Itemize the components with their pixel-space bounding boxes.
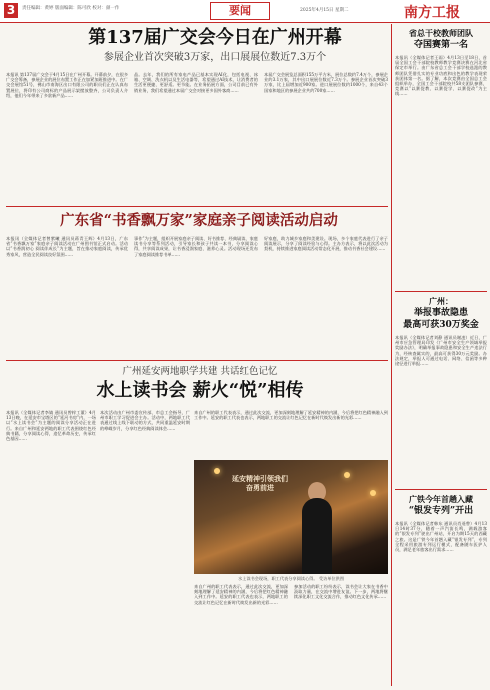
story2-body-col2: 事作”为主题，组织开展家庭亲子阅读、好书推荐、经典诵读、家庭读书分享等系列活动，引导家长和孩子共读一本书，分享阅读心得，共享阅读成果，让书香浸润家庭、滋养心灵。活动现场还发布了家庭阅读推荐书单……	[134, 236, 258, 257]
lamp-icon	[344, 472, 350, 478]
story3-body-col3: 来自广州的职工代表表示，通过此次交流，更加深刻地理解了延安精神的内涵，今后将把红色精神融入到工作中。延安的职工代表也表示，两地职工的交流让红色记忆在新时代焕发出新的光彩……	[194, 584, 288, 605]
section-label: 要闻	[210, 2, 270, 20]
story3-body-top: 来自广州的职工代表表示，通过此次交流，更加深刻地理解了延安精神的内涵，今后将把红色精神融入到工作中。延安的职工代表也表示，两地职工的交流让红色记忆在新时代焕发出新的光彩……	[194, 410, 388, 421]
lead-body-col2: 品。去年，我们的所有家电产品已基本实现AI化，包括电视、冰箱、空调、洗衣机以及生活电器等，希望通过AI技术，让消费者的生活更便捷、更舒适。更节能。在业务拓展方面，公司目前已有外销业务，我们希望通过本届广交会对接更多国外客商……	[134, 72, 258, 93]
photo-sign-text: 延安精神引领我们奋勇前进	[232, 474, 288, 492]
lamp-icon	[370, 490, 376, 496]
photo-caption: 水上读书会现场，职工代表分享阅读心得。 受访单位供图	[237, 576, 345, 581]
editor-credits: 责任编辑：黄婷 版面编辑：陈可欣 校对：颜一作	[22, 6, 120, 11]
lead-headline: 第137届广交会今日在广州开幕	[88, 27, 342, 48]
section-divider	[6, 206, 388, 207]
sidebar	[395, 24, 487, 686]
story3-body-col1: 本报讯（全媒体记者李婧 通讯员曾梓工董）4月13日晚，在延安市宝塔区的“延河书房”内，一场以“水上读书会”为主题的阅读分享活动正在进行。来自广州和延安两地的职工代表围绕红色经典书籍，分享阅读心得，追忆革命历史，传承红色基因……	[6, 410, 96, 442]
sidebar-story3-headline: “银发专列”开出	[408, 506, 474, 516]
sidebar-divider	[395, 489, 487, 490]
issue-date: 2025年4月15日 星期二	[300, 8, 349, 13]
sidebar-story3-kicker: 广铁今年首趟入藏	[409, 494, 473, 504]
section-divider	[6, 360, 388, 361]
page-number: 3	[4, 3, 18, 18]
lead-subheadline: 参展企业首次突破3万家，出口展展位数近7.3万个	[103, 52, 327, 63]
sidebar-divider	[395, 291, 487, 292]
sidebar-story1-headline: 夺国赛第一名	[413, 40, 468, 50]
newspaper-brand: 南方工报	[404, 5, 460, 21]
column-rule	[391, 24, 392, 686]
lead-body-col1: 本报讯 第137届广交会于4月15日在广州开幕。开幕前夕，在很多广交会筹备，参展企业的展位布置工作正在加紧加班推进中。在广交会展馆51号，佛山市南海区出口有限公司的职员们正在认真布置展位，将印有公司商标的产品展示架摆放整齐，公司负责人介绍，他们今年带来了多款新产品……	[6, 72, 128, 98]
story3-headline: 水上读书会 薪火“悦”相传	[96, 380, 304, 401]
story3-kicker: 广州延安两地职学共建 共话红色记忆	[122, 366, 278, 377]
sidebar-story2-headline: 举报事故隐患 最高可获30万奖金	[403, 308, 479, 330]
speaker-figure	[302, 498, 332, 574]
story2-headline: 广东省“书香飘万家”家庭亲子阅读活动启动	[60, 212, 338, 229]
sidebar-story3-body: 本报讯（全媒体记者韩东 通讯员肖遥曾）4月13日14时37分，随着一声汽笛长鸣，满载游客的“银发专列”驶出广州站，开启为期15天的西藏之旅。这是广铁今年首趟入藏“银发专列”，专列全程采用旅游专列运行模式，配备随车医护人员，满足老年旅客出行需求……	[395, 521, 487, 553]
page-header	[0, 0, 490, 23]
story2-body-col3: 好家庭，助力城乡家庭和美建设。现场，多个家庭代表进行了亲子阅读展示，分享了阅读经验与心得。主办方表示，将以此次活动为契机，持续推进家庭阅读活动常态化开展，推动书香社会建设……	[264, 236, 388, 252]
sidebar-story1-kicker: 省总干校教师团队	[409, 28, 473, 38]
sidebar-story1-body: 本报讯（全媒体记者王雨）4月13日至18日，首届全国工会干部院校教师教学竞赛决赛在河北省保定市举行。由广东省总工会干部学校选派的教师团队凭借扎实的专业功底和出色的教学表现荣获团体第一名。据了解，本次竞赛由全国总工会组织举办，全国工会干部院校共58支团队参赛，竞赛以“以赛促教、以赛促学、以赛促改”为主线……	[395, 55, 487, 97]
lead-body-col3: 本届广交会展览总面积155万平方米，展位总数约7.4万个，参展企业约3.1万家，其中出口展展位数近7.3万个。参展企业首次突破3万家，比上届增加近900家。进口展展位数约1000个，来自43个国家和地区的参展企业共约700家……	[264, 72, 388, 93]
sidebar-story2-kicker: 广州：	[429, 296, 453, 306]
story3-body-col2: 本次活动由广州市委宣传部、市总工会指导，广州市职工学习促进会主办。活动中，两地职工代表通过线上线下联动的方式，共同重温延安时期的峥嵘岁月，分享红色经典阅读体会……	[100, 410, 190, 431]
story2-body-col1: 本报讯（全媒体记者曾紫曦 通讯员蒋青王辉）4月13日，广东省“书香飘万家”家庭亲子阅读活动在广州图书馆正式启动。活动以“书香润初心 阅读伴成长”为主题，旨在推动家庭阅读，传承优秀家风，营造全民阅读良好氛围……	[6, 236, 128, 257]
sidebar-story2-body: 本报讯（全媒体记者刘静 通讯员谢凌）近日，广州市应急管理局印发《广州市安全生产领域举报奖励办法》，明确举报事故隐患和安全生产违法行为，经核查属实的，最高可获得30万元奖励。办法规定，举报人可通过电话、网络、信函等多种途径进行举报……	[395, 335, 487, 367]
lamp-icon	[214, 468, 220, 474]
news-photo	[194, 460, 388, 574]
story3-body-col4: 参加活动的职工纷纷表示，读书会让大家在书香中汲取力量，在交流中增进友谊。下一步，两地将继续深化职工文化交流合作，推动红色文化传承……	[294, 584, 388, 600]
